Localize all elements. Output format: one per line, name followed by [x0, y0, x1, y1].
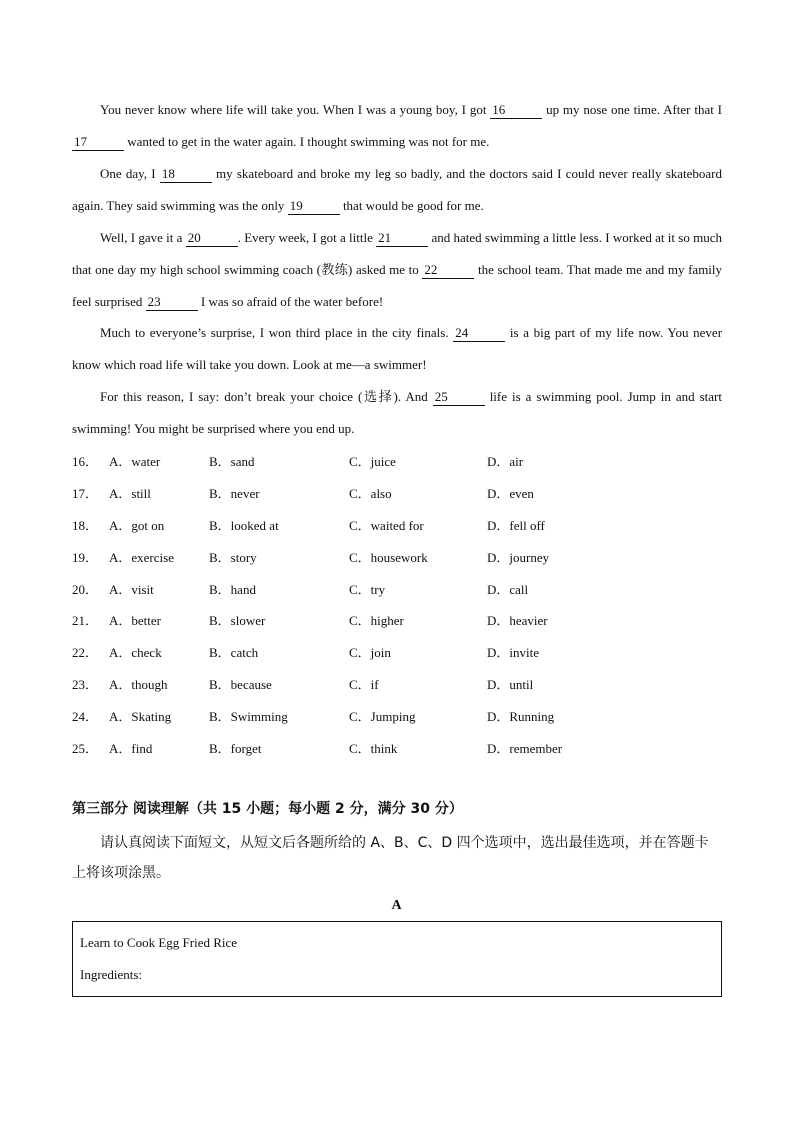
text: One day, I	[100, 166, 156, 181]
option-b: B．Swimming	[209, 708, 288, 724]
blank-24: 24	[453, 325, 505, 342]
option-d: D．journey	[487, 549, 550, 565]
text: the school team. That made me and my family feel surprised	[72, 262, 723, 309]
question-options	[72, 445, 722, 763]
option-c: C．also	[349, 486, 392, 502]
option-b: B．catch	[209, 645, 259, 661]
question-number: 21．	[72, 613, 99, 629]
option-c: C．try	[349, 581, 386, 597]
question-number: 18．	[72, 517, 99, 533]
question-row	[72, 699, 722, 731]
paragraph-4	[72, 317, 722, 381]
text: wanted to get in the water again. I thought swimming was not for me.	[127, 134, 490, 149]
text: that would be good for me.	[342, 198, 484, 213]
option-b: B．slower	[209, 613, 266, 629]
text: and hated swimming a little less. I worked at it so much that one day my high school swimming coach (教练) asked me to	[72, 230, 723, 277]
question-row	[72, 445, 722, 477]
paragraph-3	[72, 222, 722, 318]
passage-box	[72, 921, 722, 997]
option-b: B．forget	[209, 740, 262, 756]
instruction-text: 请认真阅读下面短文，从短文后各题所给的 A、B、C、D 四个选项中，选出最佳选项，并在答题卡上将该项涂黑。	[72, 835, 709, 881]
box-ingredients: Ingredients:	[80, 967, 143, 982]
question-row	[72, 604, 722, 636]
option-a: A．find	[109, 740, 153, 756]
text: up my nose one time. After that I	[546, 102, 722, 117]
option-c: C．think	[349, 740, 398, 756]
section-title: 第三部分 阅读理解（共 15 小题；每小题 2 分，满分 30 分）	[72, 801, 463, 817]
question-number: 23．	[72, 676, 99, 692]
box-title: Learn to Cook Egg Fried Rice	[80, 935, 238, 950]
option-a: A．got on	[109, 517, 165, 533]
question-row	[72, 572, 722, 604]
question-number: 20．	[72, 581, 99, 597]
passage-label: A	[391, 898, 402, 913]
option-d: D．Running	[487, 708, 555, 724]
blank-18: 18	[160, 166, 212, 183]
blank-21: 21	[376, 230, 428, 247]
option-d: D．invite	[487, 645, 539, 661]
option-b: B．hand	[209, 581, 256, 597]
blank-23: 23	[146, 294, 198, 311]
option-a: A．better	[109, 613, 161, 629]
option-c: C．waited for	[349, 517, 424, 533]
option-d: D．remember	[487, 740, 563, 756]
text: . Every week, I got a little	[237, 230, 373, 245]
section-instruction	[72, 828, 722, 888]
option-a: A．check	[109, 645, 162, 661]
option-b: B．looked at	[209, 517, 279, 533]
text: I was so afraid of the water before!	[200, 294, 384, 309]
option-d: D．air	[487, 454, 524, 470]
blank-20: 20	[186, 230, 238, 247]
blank-17: 17	[72, 134, 124, 151]
option-c: C．housework	[349, 549, 428, 565]
question-row	[72, 668, 722, 700]
option-d: D．fell off	[487, 517, 545, 533]
option-a: A．visit	[109, 581, 154, 597]
option-c: C．higher	[349, 613, 404, 629]
blank-22: 22	[422, 262, 474, 279]
option-b: B．story	[209, 549, 257, 565]
option-b: B．never	[209, 486, 260, 502]
blank-19: 19	[288, 198, 340, 215]
option-d: D．until	[487, 676, 534, 692]
text: For this reason, I say: don’t break your choice (选择). And	[100, 389, 428, 404]
option-d: D．heavier	[487, 613, 548, 629]
question-row	[72, 731, 722, 763]
option-c: C．juice	[349, 454, 396, 470]
option-c: C．if	[349, 676, 379, 692]
question-number: 24．	[72, 708, 99, 724]
option-c: C．join	[349, 645, 391, 661]
blank-25: 25	[433, 389, 485, 406]
option-a: A．though	[109, 676, 168, 692]
question-number: 19．	[72, 549, 99, 565]
question-row	[72, 636, 722, 668]
paragraph-1	[72, 94, 722, 158]
option-d: D．even	[487, 486, 534, 502]
option-b: B．sand	[209, 454, 255, 470]
paragraph-2	[72, 158, 722, 222]
paragraph-5	[72, 381, 722, 445]
text: my skateboard and broke my leg so badly, and the doctors said I could never really skateboard again. They said swimming was the only	[72, 166, 722, 213]
option-d: D．call	[487, 581, 529, 597]
option-a: A．exercise	[109, 549, 174, 565]
question-row	[72, 509, 722, 541]
option-a: A．still	[109, 486, 151, 502]
blank-16: 16	[490, 102, 542, 119]
question-row	[72, 540, 722, 572]
text: Well, I gave it a	[100, 230, 183, 245]
question-number: 16．	[72, 454, 99, 470]
option-a: A．water	[109, 454, 161, 470]
option-b: B．because	[209, 676, 272, 692]
question-number: 25．	[72, 740, 99, 756]
question-number: 17．	[72, 486, 99, 502]
text: life is a swimming pool. Jump in and start swimming! You might be surprised where you end up.	[72, 389, 722, 436]
question-number: 22．	[72, 645, 99, 661]
text: Much to everyone’s surprise, I won third place in the city finals.	[100, 325, 449, 340]
text: is a big part of my life now. You never know which road life will take you down. Look at me—a swimmer!	[72, 325, 723, 372]
option-a: A．Skating	[109, 708, 172, 724]
text: You never know where life will take you. When I was a young boy, I got	[100, 102, 487, 117]
question-row	[72, 477, 722, 509]
option-c: C．Jumping	[349, 708, 416, 724]
